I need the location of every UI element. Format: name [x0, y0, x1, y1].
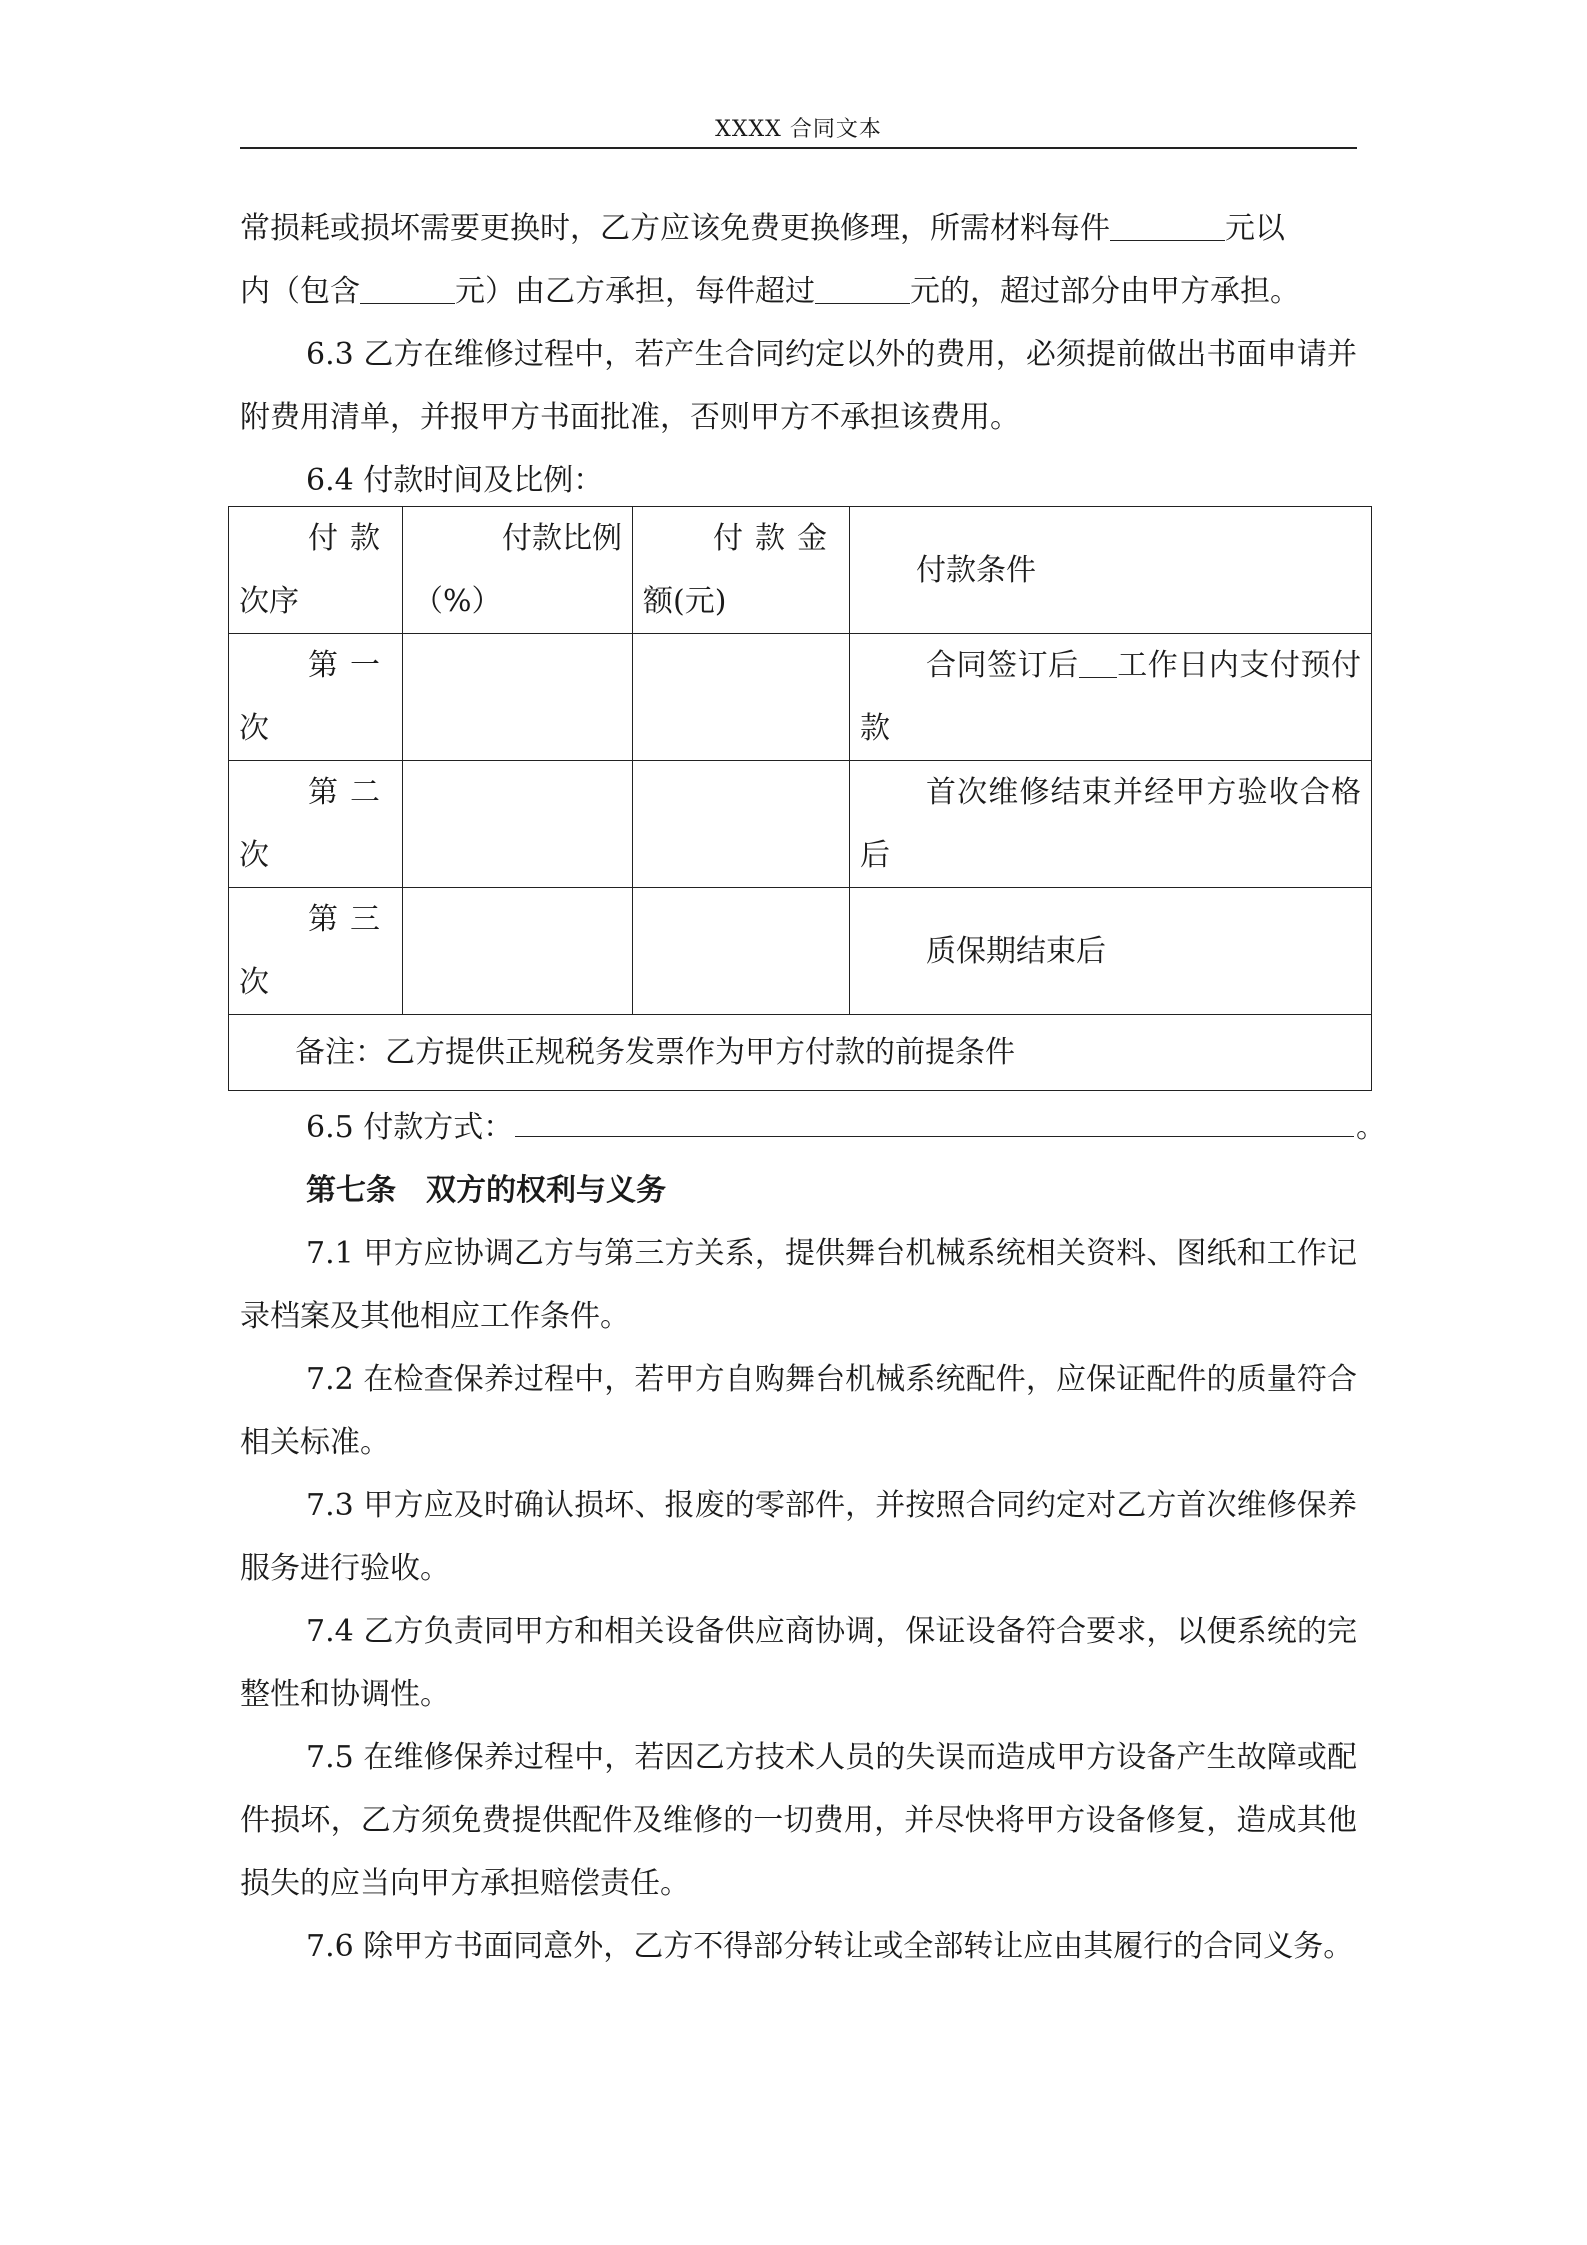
intro-text-2b: 元）由乙方承担，每件超过 [455, 274, 815, 309]
header-payment-amount [633, 507, 850, 634]
cell-order [229, 888, 403, 1015]
article-7-title: 第七条 双方的权利与义务 [306, 1173, 666, 1208]
table-row [229, 761, 1372, 888]
header-payment-condition: 付款条件 [850, 507, 1372, 634]
header-ratio-line1: 付款比例 [502, 521, 622, 556]
condition-text: 首次维修结束并经甲方验收合格后 [860, 775, 1361, 873]
clause-7-5: 7.5 在维修保养过程中，若因乙方技术人员的失误而造成甲方设备产生故障或配件损坏，乙方须免费提供配件及维修的一切费用，并尽快将甲方设备修复，造成其他损失的应当向甲方承担赔偿责任。 [240, 1740, 1357, 1901]
fill-blank-price-per-item[interactable] [1110, 210, 1225, 241]
cell-amount[interactable] [633, 888, 850, 1015]
fill-blank-included-amount[interactable] [360, 273, 455, 304]
clause-7-6: 7.6 除甲方书面同意外，乙方不得部分转让或全部转让应由其履行的合同义务。 [306, 1929, 1354, 1964]
intro-line-2 [240, 260, 1357, 323]
header-payment-ratio [403, 507, 633, 634]
payment-method-blank[interactable] [515, 1102, 1354, 1137]
cell-ratio[interactable] [403, 761, 633, 888]
cell-condition [850, 634, 1372, 761]
cell-condition [850, 888, 1372, 1015]
clause-7-2: 7.2 在检查保养过程中，若甲方自购舞台机械系统配件，应保证配件的质量符合相关标准。 [240, 1362, 1357, 1460]
condition-text: 质保期结束后 [926, 933, 1106, 969]
table-note-row [229, 1015, 1372, 1091]
clause-7-1: 7.1 甲方应协调乙方与第三方关系，提供舞台机械系统相关资料、图纸和工作记录档案及其他相应工作条件。 [240, 1236, 1357, 1334]
header-amount-line2: 额(元) [643, 584, 727, 619]
cell-amount[interactable] [633, 761, 850, 888]
cell-order [229, 761, 403, 888]
document-body-bottom [240, 1096, 1386, 1978]
fill-blank-working-days[interactable] [1079, 647, 1117, 678]
intro-line-1 [240, 197, 1357, 260]
header-divider [240, 147, 1357, 149]
table-note: 备注：乙方提供正规税务发票作为甲方付款的前提条件 [229, 1015, 1372, 1091]
header-amount-line1: 付款金 [713, 521, 839, 556]
condition-text-a: 合同签订后 [926, 648, 1079, 683]
intro-text-1a: 常损耗或损坏需要更换时，乙方应该免费更换修理，所需材料每件 [240, 211, 1110, 246]
page-header-title: XXXX 合同文本 [715, 117, 882, 142]
intro-text-1b: 元以 [1225, 211, 1285, 246]
payment-schedule-table [228, 506, 1372, 1091]
order-line1: 第二 [308, 775, 392, 810]
cell-amount[interactable] [633, 634, 850, 761]
table-header-row [229, 507, 1372, 634]
order-line1: 第一 [308, 648, 392, 683]
order-line2: 次 [239, 965, 269, 1000]
clause-6-3: 6.3 乙方在维修过程中，若产生合同约定以外的费用，必须提前做出书面申请并附费用清单，并报甲方书面批准，否则甲方不承担该费用。 [240, 337, 1357, 435]
payment-method-end: 。 [1356, 1110, 1386, 1145]
order-line2: 次 [239, 838, 269, 873]
header-order-line2: 次序 [239, 584, 299, 619]
header-order-line1: 付款 [308, 521, 392, 556]
condition-text-b: 工作日内支付预付款 [860, 648, 1362, 746]
order-line2: 次 [239, 711, 269, 746]
intro-text-2c: 元的，超过部分由甲方承担。 [910, 274, 1300, 309]
table-row [229, 634, 1372, 761]
cell-order [229, 634, 403, 761]
clause-6-4: 6.4 付款时间及比例： [306, 463, 604, 498]
table-row [229, 888, 1372, 1015]
intro-text-2a: 内（包含 [240, 274, 360, 309]
header-ratio-line2: （%） [413, 584, 502, 619]
clause-6-5 [306, 1096, 1386, 1159]
document-body-top [240, 197, 1357, 512]
cell-condition [850, 761, 1372, 888]
header-payment-order [229, 507, 403, 634]
fill-blank-excess-amount[interactable] [815, 273, 910, 304]
payment-method-label: 6.5 付款方式： [306, 1110, 514, 1145]
clause-7-4: 7.4 乙方负责同甲方和相关设备供应商协调，保证设备符合要求，以便系统的完整性和协调性。 [240, 1614, 1357, 1712]
cell-ratio[interactable] [403, 634, 633, 761]
cell-ratio[interactable] [403, 888, 633, 1015]
clause-7-3: 7.3 甲方应及时确认损坏、报废的零部件，并按照合同约定对乙方首次维修保养服务进行验收。 [240, 1488, 1357, 1586]
order-line1: 第三 [308, 902, 392, 937]
